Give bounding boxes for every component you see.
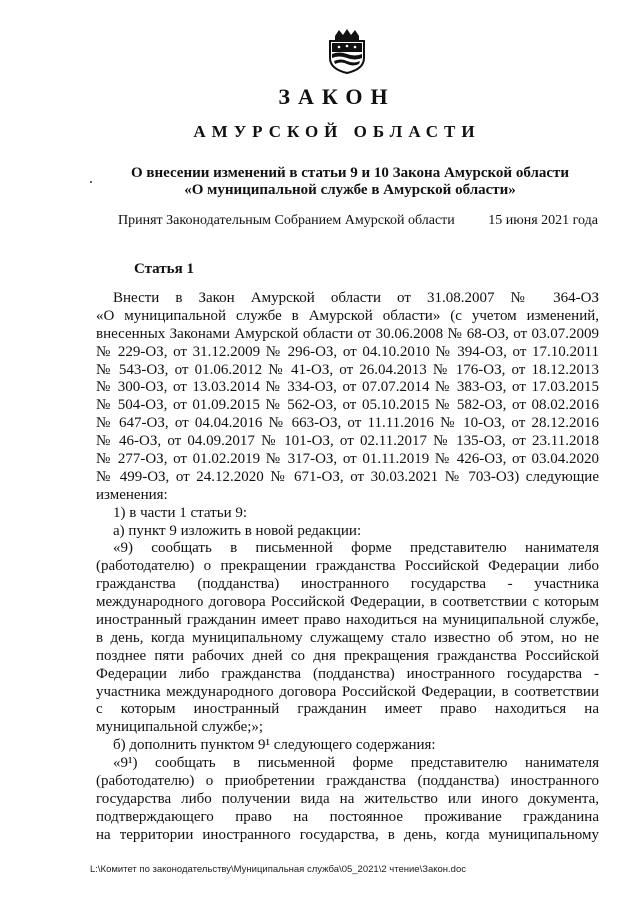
text-line: государства либо получении вида на жительство или иного документа, xyxy=(96,790,599,807)
text-line: позднее пяти рабочих дней со дня прекращения гражданства Российской xyxy=(96,647,599,664)
subtitle-line: О внесении изменений в статьи 9 и 10 Закона Амурской области xyxy=(130,165,570,181)
region-title: АМУРСКОЙ ОБЛАСТИ xyxy=(193,122,481,141)
text-line: № 300-ОЗ, от 13.03.2014 № 334-ОЗ, от 07.07.2014 № 383-ОЗ, от 17.03.2015 xyxy=(96,379,599,396)
text-line: гражданства (подданства) иностранного государства - участника xyxy=(96,576,599,593)
scan-dot xyxy=(90,181,92,183)
text-line: Федерации либо гражданства (подданства) иностранного государства - xyxy=(96,665,599,682)
file-path-footer: L:\Комитет по законодательству\Муниципальная служба\05_2021\2 чтение\Закон.doc xyxy=(90,864,466,875)
law-subtitle xyxy=(110,165,590,199)
text-line: подтверждающего право на постоянное проживание гражданина xyxy=(96,808,599,825)
text-line: № 277-ОЗ, от 01.02.2019 № 317-ОЗ, от 01.11.2019 № 426-ОЗ, от 03.04.2020 xyxy=(96,451,599,468)
text-line: иностранный гражданин имеет право находиться на муниципальной службе, xyxy=(96,612,599,629)
text-line: международного договора Российской Федерации, в соответствии с которым xyxy=(96,594,599,611)
text-line: б) дополнить пунктом 9¹ следующего содержания: xyxy=(113,737,436,754)
text-line: с которым иностранный гражданин имеет право находиться на xyxy=(96,701,599,718)
text-line: «9) сообщать в письменной форме представителю нанимателя xyxy=(113,540,599,557)
text-line: № 229-ОЗ, от 31.12.2009 № 296-ОЗ, от 04.10.2010 № 394-ОЗ, от 17.10.2011 xyxy=(96,343,599,360)
text-line: в день, когда муниципальному служащему стало известно об этом, но не xyxy=(96,629,599,646)
text-line: на территории иностранного государства, в день, когда муниципальному xyxy=(96,826,599,843)
text-line: а) пункт 9 изложить в новой редакции: xyxy=(113,522,362,539)
text-line: «9¹) сообщать в письменной форме представителю нанимателя xyxy=(113,755,599,772)
text-line: № 499-ОЗ, от 24.12.2020 № 671-ОЗ, от 30.03.2021 № 703-ОЗ) следующие xyxy=(96,468,599,485)
text-line: № 504-ОЗ, от 01.09.2015 № 562-ОЗ, от 05.10.2015 № 582-ОЗ, от 08.02.2016 xyxy=(96,397,599,414)
text-line: Внести в Закон Амурской области от 31.08.2007 № 364-ОЗ xyxy=(113,290,599,306)
text-line: изменения: xyxy=(96,486,168,503)
text-line: (работодателю) о приобретении гражданства (подданства) иностранного xyxy=(96,773,599,790)
article-heading: Статья 1 xyxy=(134,261,194,277)
text-line: внесенных Законами Амурской области от 30.06.2008 № 68-ОЗ, от 03.07.2009 xyxy=(96,325,599,342)
text-line: № 543-ОЗ, от 01.06.2012 № 41-ОЗ, от 26.04.2013 № 176-ОЗ, от 18.12.2013 xyxy=(96,361,599,378)
text-line: 1) в части 1 статьи 9: xyxy=(113,504,248,521)
text-line: № 46-ОЗ, от 04.09.2017 № 101-ОЗ, от 02.11.2017 № 135-ОЗ, от 23.11.2018 xyxy=(96,433,599,450)
text-line: (работодателю) о прекращении гражданства Российской Федерации либо xyxy=(96,558,599,575)
text-line: «О муниципальной службе в Амурской области» (с учетом изменений, xyxy=(96,307,599,324)
text-line: участника международного договора Российской Федерации, в соответствии xyxy=(96,683,599,700)
document-title: ЗАКОН xyxy=(278,84,396,109)
article-body xyxy=(96,290,599,845)
adoption-line xyxy=(118,213,598,229)
subtitle-line: «О муниципальной службе в Амурской области» xyxy=(184,182,516,198)
amur-coat-of-arms-icon xyxy=(327,28,367,74)
text-line: № 647-ОЗ, от 04.04.2016 № 663-ОЗ, от 11.11.2016 № 10-ОЗ, от 28.12.2016 xyxy=(96,415,599,432)
text-line: муниципальной службе;»; xyxy=(96,719,264,736)
adopted-by: Принят Законодательным Собранием Амурской области xyxy=(118,213,455,228)
adoption-date: 15 июня 2021 года xyxy=(488,213,598,228)
